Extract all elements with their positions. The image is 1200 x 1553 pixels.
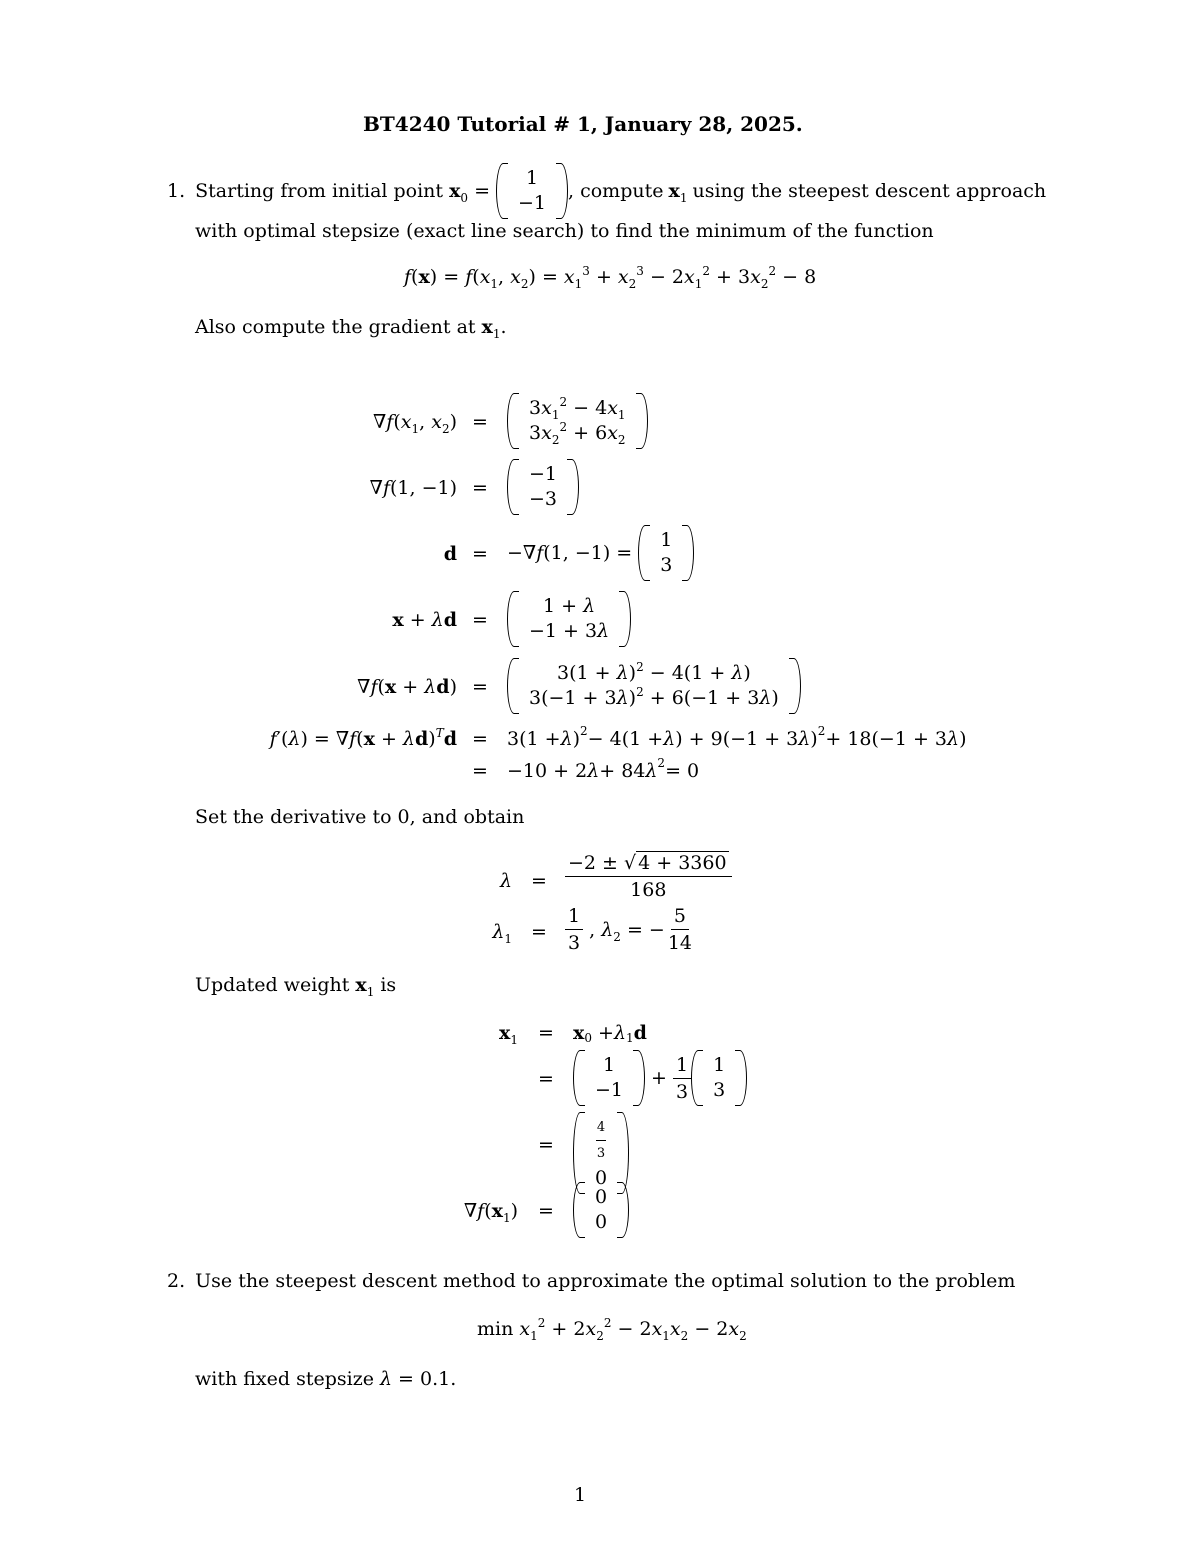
- x1-symbol: $x_1$: [668, 180, 688, 205]
- x1-symbol: $x_1$: [355, 974, 375, 999]
- grad-lhs: $\nabla f(x_1$, $x_2$): [373, 411, 457, 436]
- problem-1-text-b: , compute: [568, 180, 664, 202]
- equals-sign: =: [472, 676, 488, 698]
- direction-lhs: d: [443, 543, 457, 565]
- set-derivative-text: Set the derivative to 0, and obtain: [195, 806, 525, 828]
- derivative-lhs: $f'(\lambda) = \nabla f(x + \lambda d)^Td$: [269, 726, 457, 750]
- page-number: 1: [574, 1484, 587, 1506]
- equals-sign: =: [472, 411, 488, 433]
- problem-2-intro: [167, 1270, 1015, 1292]
- equals-sign: =: [472, 477, 488, 499]
- also-compute: [195, 316, 507, 341]
- equals-sign: =: [538, 1200, 554, 1222]
- equals-sign: =: [472, 760, 488, 782]
- x0-symbol: $x_0$ =: [449, 180, 490, 205]
- page-title: BT4240 Tutorial # 1, January 28, 2025.: [363, 112, 803, 136]
- line-point-rhs: 1 + λ −1 + 3λ: [507, 591, 631, 647]
- updated-weight-is: is: [380, 974, 397, 996]
- grad-rhs: $3x_1^2 - 4x_1$ $3x_2^2 + 6x_2$: [507, 393, 648, 449]
- stepsize-text: with fixed stepsize: [195, 1368, 374, 1390]
- problem-1-line-2: with optimal stepsize (exact line search) to find the minimum of the function: [195, 220, 934, 242]
- equals-sign: =: [531, 921, 547, 943]
- derivative-simplified: −10 + 2 λ + 84 λ $^2$ = 0: [507, 756, 700, 782]
- line-point-lhs: x + λd: [392, 609, 457, 631]
- updated-weight: [195, 974, 397, 999]
- equals-sign: =: [538, 1068, 554, 1090]
- derivative-rhs: 3(1 + λ ) $^2$ − 4(1 + λ ) + 9(−1 + 3 λ ) $^2$ + 18(−1 + 3 λ ): [507, 724, 967, 750]
- equals-sign: =: [531, 870, 547, 892]
- lambda1-lhs: $\lambda_1$: [492, 921, 512, 946]
- grad-x1-rhs: 0 0: [573, 1182, 629, 1238]
- problem-1-number: 1.: [167, 180, 186, 202]
- stepsize-value: λ = 0.1.: [379, 1368, 457, 1390]
- lambda-values: $\frac{1}{3}$ , $\lambda_2$ = − $\frac{5}{14}$: [565, 905, 695, 954]
- grad-at-x0-rhs: −1 −3: [507, 459, 579, 515]
- equals-sign: =: [472, 609, 488, 631]
- problem-2-number: 2.: [167, 1270, 186, 1292]
- grad-at-x0-lhs: ∇f(1, −1): [369, 477, 457, 499]
- problem-2-stepsize: [195, 1368, 456, 1390]
- grad-x1-lhs: $\nabla f(x_1)$: [463, 1200, 518, 1225]
- updated-weight-text: Updated weight: [195, 974, 350, 996]
- equals-sign: =: [472, 543, 488, 565]
- grad-line-lhs: ∇f(x + λd): [357, 676, 457, 698]
- problem-2-text: Use the steepest descent method to approximate the optimal solution to the problem: [195, 1270, 1016, 1292]
- direction-rhs: −∇f(1, −1) = 1 3: [507, 525, 694, 581]
- problem-1-text-c: using the steepest descent approach: [692, 180, 1047, 202]
- x1-substituted: 1 −1 + $\frac{1}{3}$ 1 3: [573, 1050, 747, 1106]
- grad-line-rhs: $3(1 + \lambda)^2 - 4(1 + \lambda)$ $3(-1 + 3\lambda)^2 + 6(-1 + 3\lambda)$: [507, 658, 801, 714]
- equals-sign: =: [538, 1022, 554, 1044]
- problem-2-objective: $\min x_1^2 + 2x_2^2 - 2x_1x_2 - 2x_2$: [477, 1316, 747, 1343]
- x1-symbol: $x_1$.: [481, 316, 507, 341]
- x1-lhs: $x_1$: [499, 1022, 518, 1047]
- problem-1-intro: [167, 163, 1046, 219]
- equals-sign: =: [538, 1134, 554, 1156]
- lambda-rhs: $\frac{-2 \pm √ 4 + 3360}{168}$: [565, 852, 732, 901]
- x1-result: $\frac{4}{3}$ 0: [573, 1112, 629, 1194]
- equals-sign: =: [472, 728, 488, 750]
- objective-function: $f(x) = f(x_1$, $x_2) = x_1^3 + x_2^3 - 2x_1^2 + 3x_2^2 - 8$: [404, 264, 817, 291]
- x1-formula: x $_0$ + λ $_1$ d: [573, 1022, 647, 1045]
- x0-vector: 1 −1: [496, 163, 568, 219]
- problem-1-text-a: Starting from initial point: [195, 180, 444, 202]
- also-compute-text: Also compute the gradient at: [195, 316, 476, 338]
- lambda-lhs: λ: [499, 870, 512, 892]
